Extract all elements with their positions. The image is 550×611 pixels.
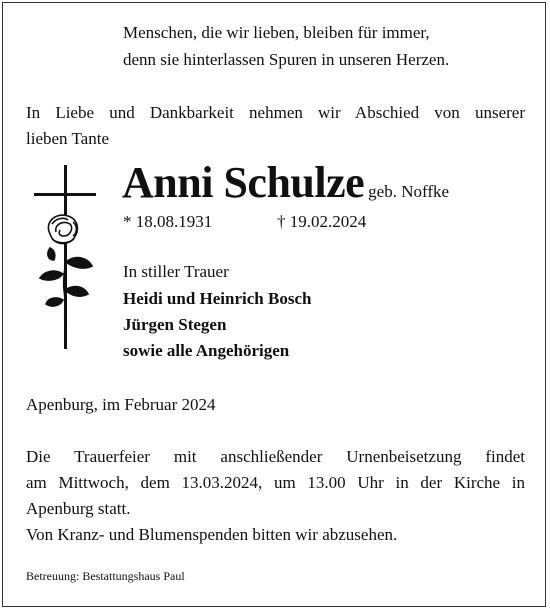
ceremony-line-4: Von Kranz- und Blumenspenden bitten wir abzusehen.: [26, 525, 398, 544]
footer-note: Betreuung: Bestattungshaus Paul: [26, 569, 185, 583]
ceremony-line-3: Apenburg statt.: [26, 499, 131, 518]
birth-date: * 18.08.1931: [123, 212, 213, 231]
intro-line-2: lieben Tante: [26, 129, 109, 148]
cross-with-rose-icon: [30, 162, 100, 352]
mourner-name: Jürgen Stegen: [123, 315, 227, 334]
death-date: † 19.02.2024: [277, 212, 367, 231]
intro-line-1: In Liebe und Dankbarkeit nehmen wir Abschied von unserer: [26, 103, 525, 122]
mourner-name: Heidi und Heinrich Bosch: [123, 289, 312, 308]
ceremony-line-1: Die Trauerfeier mit anschließender Urnenbeisetzung findet: [26, 447, 525, 466]
mourners-heading: In stiller Trauer: [123, 262, 229, 281]
place-date: Apenburg, im Februar 2024: [26, 395, 216, 414]
ceremony-line-2: am Mittwoch, dem 13.03.2024, um 13.00 Uhr in der Kirche in: [26, 473, 525, 492]
quote-line-1: Menschen, die wir lieben, bleiben für immer,: [123, 23, 430, 42]
deceased-name: Anni Schulze: [122, 158, 365, 207]
mourner-name: sowie alle Angehörigen: [123, 341, 290, 360]
quote-line-2: denn sie hinterlassen Spuren in unseren Herzen.: [123, 50, 450, 69]
birth-name: geb. Noffke: [368, 182, 450, 201]
deceased-heading: [122, 159, 449, 207]
